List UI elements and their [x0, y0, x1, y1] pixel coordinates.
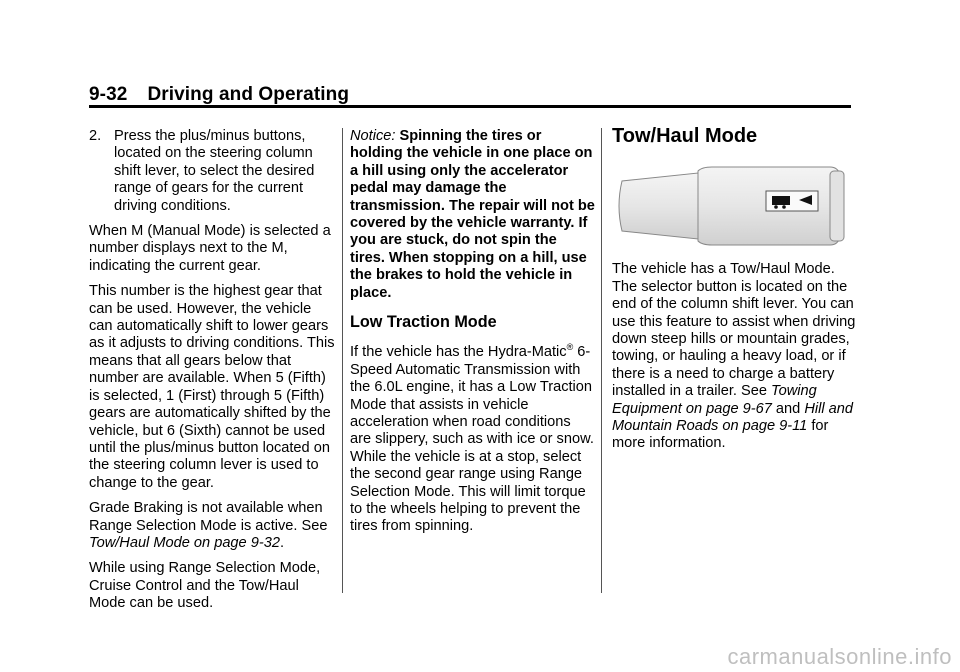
column-divider — [601, 128, 602, 593]
text: If the vehicle has the Hydra-Matic — [350, 344, 567, 361]
paragraph — [612, 261, 862, 452]
cross-reference: Towing Equipment on page 9-67 — [612, 383, 817, 417]
text: Grade Braking is not available when Range Selection Mode is active. See — [89, 500, 328, 534]
notice — [350, 128, 595, 302]
section-title: Driving and Operating — [147, 84, 350, 105]
column-left — [89, 128, 337, 621]
registered-mark: ® — [566, 342, 574, 353]
section-heading: Low Traction Mode — [350, 313, 497, 332]
paragraph: While using Range Selection Mode, Cruise Control and the Tow/Haul Mode can be used. — [89, 560, 321, 612]
watermark: carmanualsonline.info — [727, 644, 952, 669]
paragraph — [89, 500, 337, 552]
text: 6-Speed Automatic Transmission with the 6.0L engine, it has a Low Traction Mode that assists in vehicle acceleration when road conditions are slippery, such as with ice or snow. While the vehicle is at a stop, select the second gear range using Range Selection Mode. This will limit torque to the wheels helping to prevent the tires from spinning. — [350, 344, 594, 535]
column-divider — [342, 128, 343, 593]
notice-label: Notice: — [350, 128, 396, 144]
section-heading: Tow/Haul Mode — [612, 125, 758, 147]
column-middle — [350, 128, 595, 544]
paragraph — [350, 339, 595, 535]
page-header — [89, 84, 349, 106]
text: for more information. — [612, 418, 829, 452]
paragraph: When M (Manual Mode) is selected a number displays next to the M, indicating the current gear. — [89, 223, 331, 274]
text: The vehicle has a Tow/Haul Mode. The selector button is located on the end of the column shift lever. You can use this feature to assist when driving down steep hills or mountain grades, towing, or hauling a heavy load, or if there is a need to charge a battery installed in a trailer. See — [612, 261, 856, 400]
notice-text: Spinning the tires or holding the vehicle in one place on a hill using only the accelerator pedal may damage the transmission. The repair will not be covered by the vehicle warranty. If you are stuck, do not spin the tires. When stopping on a hill, use the brakes to hold the vehicle in place. — [350, 128, 595, 301]
header-rule — [89, 105, 851, 108]
paragraph: This number is the highest gear that can be used. However, the vehicle can automatically shift to lower gears as it adjusts to driving conditions. This means that all gears below that number are available. When 5 (Fifth) is selected, 1 (First) through 5 (Fifth) gears are automatically shifted by the vehicle, but 6 (Sixth) cannot be used until the plus/minus button located on the steering column lever is used to change to the gear. — [89, 283, 335, 491]
text: . — [279, 534, 284, 551]
text: and — [771, 400, 805, 417]
list-item-number: 2. — [89, 128, 102, 144]
cross-reference: Tow/Haul Mode on page 9-32 — [89, 534, 280, 551]
cross-reference: Hill and Mountain Roads on page 9-11 — [612, 400, 853, 435]
list-item — [89, 128, 337, 215]
page-number: 9-32 — [89, 84, 128, 105]
column-right — [612, 125, 862, 461]
tow-haul-lever-button-icon — [616, 165, 848, 247]
list-item-text: Press the plus/minus buttons, located on the steering column shift lever, to select the desired range of gears for the current driving conditions. — [114, 128, 315, 214]
